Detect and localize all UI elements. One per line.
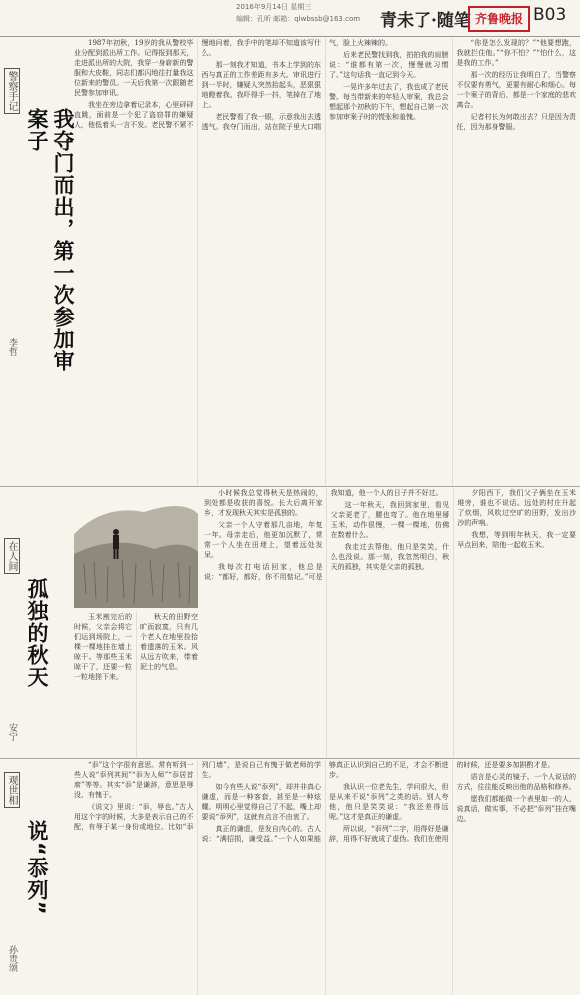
paragraph: 我走过去帮他，他只是笑笑，什么也没说。那一刻，我忽然明白，秋天的孤独，其实是父亲的孤独。 bbox=[330, 543, 450, 571]
column-rubric: 警察手记 bbox=[4, 68, 20, 114]
paragraph: 《说文》里说：“忝，辱也。”古人用这个字的时候，大多是表示自己的不配，有辱于某一身份或地位。比如“忝列门墙”，是说自己有愧于做老师的学生。 bbox=[74, 761, 321, 831]
section-title: 青未了·随笔 bbox=[380, 11, 471, 31]
paragraph: 秋天的田野空旷而寂寞，只有几个老人在地里捡拾着遗落的玉米。风从远方吹来，带着泥土的气息。 bbox=[140, 613, 198, 671]
article-author: 孙贵颂 bbox=[7, 945, 17, 972]
column-rubric: 观世相 bbox=[4, 772, 20, 808]
paragraph: 这一年秋天，我回到家里，看见父亲更老了，腰也弯了。他在地里掰玉米，动作很慢，一棵一棵地，仿佛在数着什么。 bbox=[330, 501, 450, 539]
article-lonely-autumn bbox=[0, 488, 580, 759]
editor-info: 编辑：孔昕 邮箱：qlwbssb@163.com bbox=[236, 15, 361, 23]
article-body-left bbox=[74, 612, 198, 758]
paragraph: “忝”这个字很有意思。常有听到一些人说“忝列其间”“忝为人师”“忝居首席”等等。其实“忝”是谦辞，意思是辱没、有愧于。 bbox=[74, 761, 194, 799]
paragraph: 小时候我总觉得秋天是热闹的，到处都是收获的喜悦。长大后离开家乡，才发现秋天其实是孤独的。 bbox=[204, 489, 323, 517]
article-police-notes bbox=[0, 38, 580, 487]
paragraph: 愿我们都能做一个表里如一的人，说真话，做实事，不必把“忝列”挂在嘴边。 bbox=[456, 795, 576, 823]
paragraph: 父亲一个人守着那几亩地，年复一年。母亲走后，他更加沉默了，常常一个人坐在田埂上，望着远处发呆。 bbox=[204, 521, 323, 559]
paragraph: “你是怎么发现的？”“他要想跑，我就拦住他。”“你不怕？”“怕什么，这是我的工作。” bbox=[456, 39, 576, 67]
paragraph: 一晃许多年过去了，我也成了老民警。每当带新来的年轻人审案，我总会想起那个初秋的下午，想起自己第一次参加审案子时的慌张和羞愧。 bbox=[329, 83, 449, 121]
article-body-right bbox=[204, 488, 576, 758]
article-headline: 我夺门而出，第一次参加审案子 bbox=[25, 108, 75, 372]
paragraph: 老民警看了我一眼，示意我出去透透气。我夺门而出，站在院子里大口喘气，脸上火辣辣的。 bbox=[201, 39, 392, 131]
paragraph: 夕阳西下，我们父子俩坐在玉米堆旁，谁也不说话。远处的村庄升起了炊烟，风吹过空旷的田野，发出沙沙的声响。 bbox=[457, 489, 576, 527]
paragraph: 记者村长为何敢出去？只是因为责任，因为那身警服。 bbox=[456, 113, 576, 131]
article-body bbox=[74, 38, 576, 486]
paragraph: 我认识一位老先生，学问很大，但是从来不说“忝列”之类的话。别人夸他，他只是笑笑说：“我还差得远呢。”这才是真正的谦虚。 bbox=[329, 783, 449, 821]
article-headline: 说“忝列” bbox=[25, 820, 49, 916]
paragraph: 玉米割完后的时候，父亲会将它们运到场院上，一棵一棵地挂在墙上晾干。等那些玉米晾干了，还要一粒一粒地搓下来。 bbox=[74, 613, 132, 681]
article-author: 李哲 bbox=[7, 338, 17, 356]
paragraph: 真正的谦虚，是发自内心的。古人说：“满招损，谦受益。”一个人如果能够真正认识到自己的不足，才会不断进步。 bbox=[201, 761, 449, 843]
paragraph: 语言是心灵的镜子。一个人说话的方式，往往能反映出他的品格和修养。 bbox=[456, 773, 576, 791]
article-author: 安宁 bbox=[7, 723, 17, 741]
paragraph: 我坐在旁边拿着记录本，心里砰砰直跳，面前是一个犯了盗窃罪的嫌疑人，他低着头一言不发。老民警不紧不慢地问着，我手中的笔却不知道该写什么。 bbox=[74, 39, 321, 129]
article-headline: 孤独的秋天 bbox=[25, 578, 49, 688]
article-tianlie bbox=[0, 760, 580, 995]
field-photo bbox=[74, 494, 198, 608]
paragraph: 1987年初秋，19岁的我从警校毕业分配到派出所工作。记得报到那天，走进派出所的大院，我穿一身崭新的警服和大皮鞋，同志们都闪地往打量我这位新来的警员。一天后我第一次跟随老民警参加审讯。 bbox=[74, 39, 194, 97]
paragraph: 如今有些人说“忝列”，却并非真心谦虚，而是一种客套，甚至是一种炫耀。明明心里觉得自己了不起，嘴上却要说“忝列”，这就有点言不由衷了。 bbox=[201, 783, 321, 821]
column-rubric: 在人间 bbox=[4, 538, 20, 574]
paragraph: 后来老民警找到我，拍拍我的肩膀说：“谁都有第一次，慢慢就习惯了。”这句话我一直记到今天。 bbox=[329, 51, 449, 79]
page-number: B03 bbox=[533, 5, 567, 25]
paragraph: 我想，等到明年秋天，我一定要早点回来，陪他一起收玉米。 bbox=[457, 531, 576, 549]
paragraph: 那一刻我才知道，书本上学到的东西与真正的工作差距有多大。审讯进行到一半时，嫌疑人突然抬起头，恶狠狠地瞪着我。我吓得手一抖，笔掉在了地上。 bbox=[201, 61, 321, 109]
article-body bbox=[74, 760, 576, 995]
paragraph: 所以说，“忝列”二字，用得好是谦辞，用得不好就成了虚伪。我们在使用的时候，还是要多加斟酌才是。 bbox=[329, 761, 555, 843]
page-header bbox=[0, 0, 580, 37]
paragraph: 那一次的经历让我明白了，当警察不仅要有勇气，更要有耐心和细心。每一个案子的背后，都是一个家庭的悲欢离合。 bbox=[456, 71, 576, 109]
newspaper-logo: 齐鲁晚报 bbox=[468, 6, 530, 32]
issue-date: 2016年9月14日 星期三 bbox=[236, 3, 312, 11]
paragraph: 我每次打电话回家，他总是说：“都好，都好，你不用惦记。”可是我知道，他一个人的日子并不好过。 bbox=[204, 489, 443, 581]
